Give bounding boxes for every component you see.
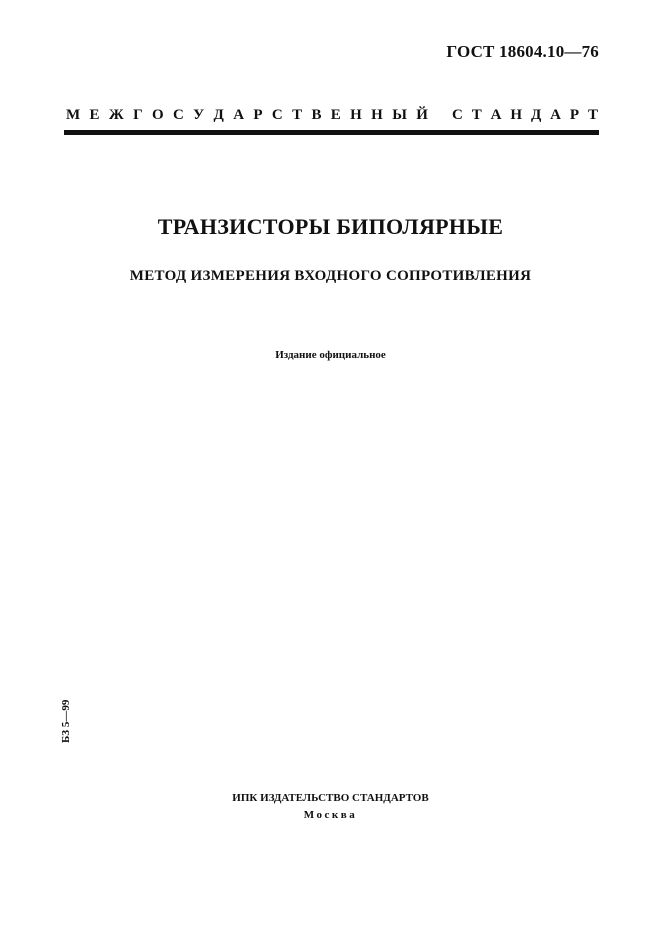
interstate-standard-banner — [66, 106, 598, 124]
banner-letter: Н — [371, 107, 383, 123]
banner-letter: Т — [292, 107, 303, 123]
banner-letter: Р — [253, 107, 263, 123]
banner-letter: О — [151, 107, 164, 123]
edition-note: Издание официальное — [275, 349, 386, 361]
banner-letter: М — [66, 107, 81, 123]
banner-letter: А — [550, 107, 561, 123]
banner-letter: Ы — [392, 107, 407, 123]
banner-letter: В — [311, 107, 322, 123]
interstate-word — [66, 106, 428, 124]
banner-letter: Й — [416, 107, 428, 123]
banner-letter: Ж — [108, 107, 124, 123]
document-title: ТРАНЗИСТОРЫ БИПОЛЯРНЫЕ — [157, 214, 504, 239]
banner-letter: Г — [133, 107, 143, 123]
side-code: БЗ 5—99 — [60, 699, 72, 743]
banner-letter: Е — [330, 107, 341, 123]
standard-number: ГОСТ 18604.10—76 — [446, 42, 599, 61]
banner-letter: Н — [350, 107, 362, 123]
banner-letter: Т — [587, 107, 598, 123]
banner-letter: Д — [213, 107, 224, 123]
publisher: ИПК ИЗДАТЕЛЬСТВО СТАНДАРТОВ — [232, 792, 429, 804]
banner-letter: Д — [530, 107, 542, 123]
banner-letter: А — [490, 107, 502, 123]
banner-letter: С — [172, 107, 184, 123]
city: Москва — [303, 809, 358, 821]
banner-letter: У — [193, 107, 205, 123]
banner-letter: Н — [510, 107, 523, 123]
banner-letter: С — [271, 107, 283, 123]
banner-letter: Т — [471, 107, 482, 123]
document-subtitle: МЕТОД ИЗМЕРЕНИЯ ВХОДНОГО СОПРОТИВЛЕНИЯ — [129, 268, 532, 284]
banner-letter: С — [452, 107, 463, 123]
banner-letter: А — [233, 107, 245, 123]
header-rule — [64, 130, 599, 135]
standard-word — [452, 106, 598, 124]
banner-letter: Е — [89, 107, 100, 123]
banner-letter: Р — [569, 107, 580, 123]
